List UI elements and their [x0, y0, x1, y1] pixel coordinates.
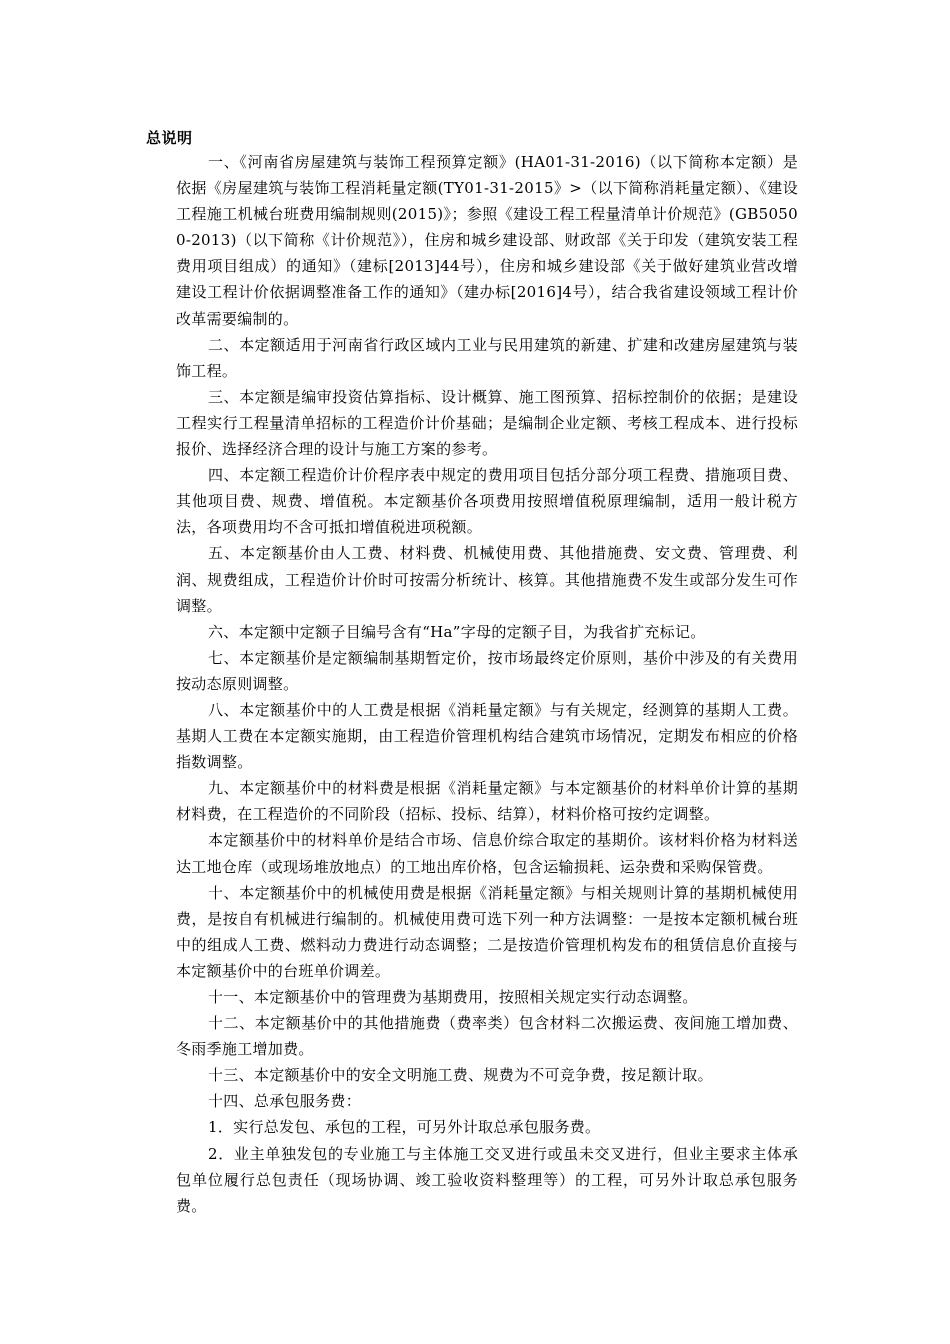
paragraph-13: 十三、本定额基价中的安全文明施工费、规费为不可竞争费，按足额计取。 [208, 1066, 713, 1085]
paragraph-12: 十二、本定额基价中的其他措施费（费率类）包含材料二次搬运费、夜间施工增加费、冬雨季施工增加费。 [176, 1014, 798, 1059]
paragraph-14-item-2: 2．业主单独发包的专业施工与主体施工交叉进行或虽未交叉进行，但业主要求主体承包单位履行总包责任（现场协调、竣工验收资料整理等）的工程，可另外计取总承包服务费。 [176, 1144, 798, 1215]
paragraph-14: 十四、总承包服务费： [208, 1092, 362, 1111]
paragraph-7: 七、本定额基价是定额编制基期暂定价，按市场最终定价原则，基价中涉及的有关费用按动态原则调整。 [176, 648, 798, 693]
paragraph-10: 十、本定额基价中的机械使用费是根据《消耗量定额》与相关规则计算的基期机械使用费，是按自有机械进行编制的。机械使用费可选下列一种方法调整：一是按本定额机械台班中的组成人工费、燃料动力费进行动态调整；二是按造价管理机构发布的租赁信息价直接与本定额基价中的台班单价调差。 [176, 883, 798, 980]
paragraph-14-item-1: 1．实行总发包、承包的工程，可另外计取总承包服务费。 [208, 1118, 601, 1137]
paragraph-9: 九、本定额基价中的材料费是根据《消耗量定额》与本定额基价的材料单价计算的基期材料费，在工程造价的不同阶段（招标、投标、结算），材料价格可按约定调整。 [176, 779, 798, 824]
general-notes-body [176, 149, 798, 1219]
paragraph-1: 一、《河南省房屋建筑与装饰工程预算定额》(HA01-31-2016)（以下简称本定额）是依据《房屋建筑与装饰工程消耗量定额(TY01-31-2015》>（以下简称消耗量定额）、《建设工程施工机械台班费用编制规则(2015)》；参照《建设工程工程量清单计价规范》(GB50500-2013)（以下简称《计价规范》），住房和城乡建设部、财政部《关于印发（建筑安装工程费用项目组成）的通知》（建标[2013]44号），住房和城乡建设部《关于做好建筑业营改增建设工程计价依据调整准备工作的通知》（建办标[2016]4号），结合我省建设领域工程计价改革需要编制的。 [176, 153, 798, 328]
paragraph-6: 六、本定额中定额子目编号含有“Ha”字母的定额子目，为我省扩充标记。 [208, 622, 706, 641]
paragraph-4: 四、本定额工程造价计价程序表中规定的费用项目包括分部分项工程费、措施项目费、其他项目费、规费、增值税。本定额基价各项费用按照增值税原理编制，适用一般计税方法，各项费用均不含可抵扣增值税进项税额。 [176, 466, 798, 537]
paragraph-3: 三、本定额是编审投资估算指标、设计概算、施工图预算、招标控制价的依据；是建设工程实行工程量清单招标的工程造价计价基础；是编制企业定额、考核工程成本、进行投标报价、选择经济合理的设计与施工方案的参考。 [176, 387, 798, 459]
paragraph-9-material-price: 本定额基价中的材料单价是结合市场、信息价综合取定的基期价。该材料价格为材料送达工地仓库（或现场堆放地点）的工地出库价格，包含运输损耗、运杂费和采购保管费。 [176, 831, 798, 876]
paragraph-2: 二、本定额适用于河南省行政区域内工业与民用建筑的新建、扩建和改建房屋建筑与装饰工程。 [176, 335, 798, 380]
paragraph-8: 八、本定额基价中的人工费是根据《消耗量定额》与有关规定，经测算的基期人工费。基期人工费在本定额实施期，由工程造价管理机构结合建筑市场情况，定期发布相应的价格指数调整。 [176, 700, 798, 772]
paragraph-5: 五、本定额基价由人工费、材料费、机械使用费、其他措施费、安文费、管理费、利润、规费组成，工程造价计价时可按需分析统计、核算。其他措施费不发生或部分发生可作调整。 [176, 544, 798, 615]
paragraph-11: 十一、本定额基价中的管理费为基期费用，按照相关规定实行动态调整。 [208, 988, 698, 1006]
section-title: 总说明 [146, 129, 193, 147]
